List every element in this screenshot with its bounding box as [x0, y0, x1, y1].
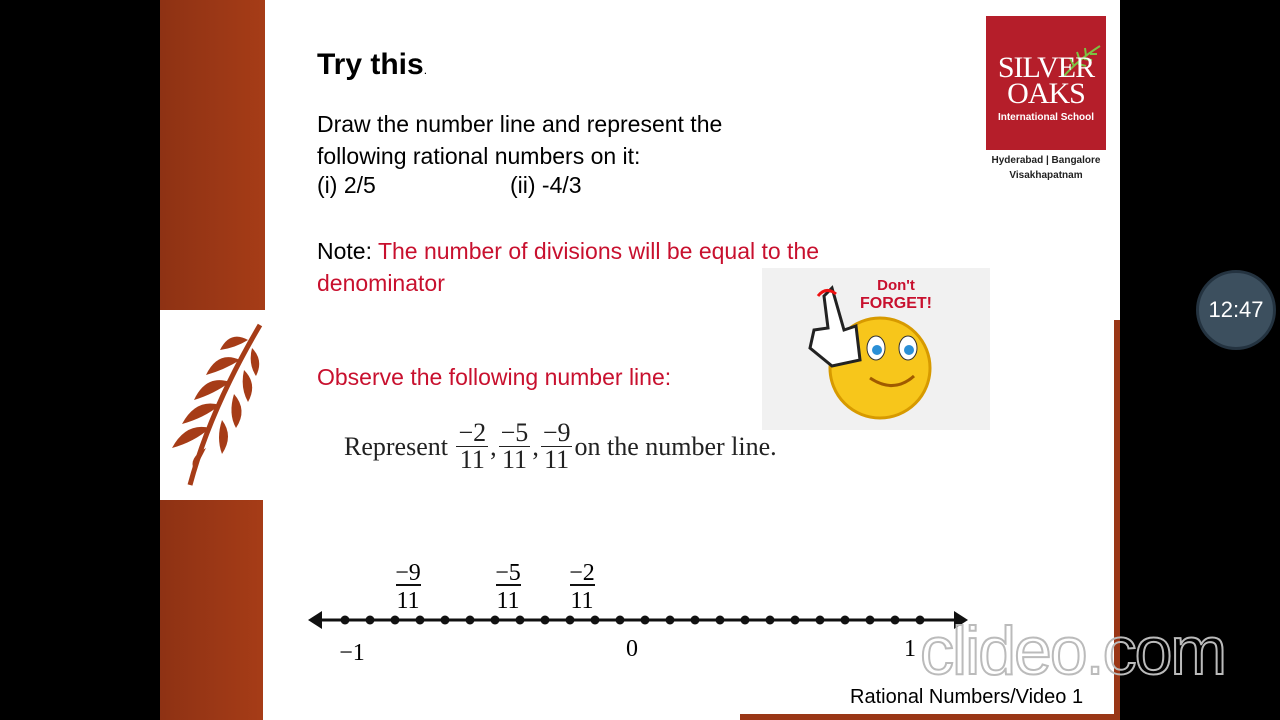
- fraction: $\frac{-5}{11}$: [500, 418, 529, 474]
- tick-dot: [541, 616, 550, 625]
- tick-dot: [391, 616, 400, 625]
- left-decor-band-top: [160, 0, 265, 310]
- svg-text:0: 0: [626, 636, 638, 662]
- tick-dot: [566, 616, 575, 625]
- svg-text:−2: −2: [569, 560, 595, 586]
- tick-dot: [591, 616, 600, 625]
- svg-text:11: 11: [570, 588, 594, 614]
- tick-dot: [716, 616, 725, 625]
- fraction: $\frac{-2}{11}$: [458, 418, 487, 474]
- instruction-line-2: following rational numbers on it:: [317, 143, 641, 169]
- svg-text:FORGET!: FORGET!: [860, 295, 932, 312]
- tick-dot: [766, 616, 775, 625]
- tick-dot: [416, 616, 425, 625]
- instruction-text: [317, 108, 722, 172]
- note: Note: The number of divisions will be equal to the denominator: [317, 238, 820, 296]
- number-line: [300, 550, 980, 670]
- svg-text:−1: −1: [339, 640, 365, 666]
- smiley-icon: [762, 268, 990, 430]
- tick-dot: [691, 616, 700, 625]
- timer-badge[interactable]: 12:47: [1196, 270, 1276, 350]
- logo-subtitle: International School: [997, 112, 1095, 123]
- school-logo: [986, 16, 1106, 150]
- svg-text:11: 11: [396, 588, 420, 614]
- tick-dot: [341, 616, 350, 625]
- tick-dot: [366, 616, 375, 625]
- represent-statement: Represent $\frac{-2}{11}$ , $\frac{-5}{11}$ , $\frac{-9}{11}$ on the number line.: [344, 418, 777, 474]
- marked-fraction: [569, 560, 595, 614]
- palm-leaf-icon: [160, 320, 270, 490]
- tick-dot: [816, 616, 825, 625]
- instruction-line-1: Draw the number line and represent the: [317, 111, 723, 137]
- video-title: Rational Numbers/Video 1: [850, 686, 1084, 708]
- svg-text:1: 1: [904, 636, 916, 662]
- left-arrow-icon: [308, 611, 322, 629]
- fraction: $\frac{-9}{11}$: [542, 418, 571, 474]
- bottom-decor-band: [740, 714, 1120, 720]
- marked-fraction: [395, 560, 421, 614]
- number-line-label: [339, 636, 916, 666]
- tick-dot: [516, 616, 525, 625]
- tick-dot: [866, 616, 875, 625]
- observe-caption: Observe the following number line:: [317, 364, 672, 390]
- tick-dot: [616, 616, 625, 625]
- item-1: (i) 2/5: [317, 172, 376, 198]
- logo-cities: Hyderabad | Bangalore Visakhapatnam: [991, 155, 1101, 181]
- watermark: clideo.com: [920, 613, 1226, 689]
- tick-dot: [466, 616, 475, 625]
- tick-dot: [841, 616, 850, 625]
- marked-fraction: [495, 560, 521, 614]
- svg-text:11: 11: [496, 588, 520, 614]
- logo-word-oaks: OAKS: [1007, 77, 1085, 110]
- tick-dot: [641, 616, 650, 625]
- tick-dot: [791, 616, 800, 625]
- dont-forget-sticker: [762, 268, 990, 430]
- svg-text:−5: −5: [495, 560, 521, 586]
- left-decor-band-bottom: [160, 500, 263, 720]
- tick-dot: [741, 616, 750, 625]
- slide-heading: Try this.: [317, 48, 428, 81]
- item-2: (ii) -4/3: [510, 172, 582, 198]
- svg-text:Don't: Don't: [877, 277, 915, 294]
- tick-dot: [491, 616, 500, 625]
- tick-dot: [891, 616, 900, 625]
- svg-text:−9: −9: [395, 560, 421, 586]
- tick-dot: [441, 616, 450, 625]
- logo-word-silver: SILVER: [997, 51, 1095, 84]
- tick-dot: [666, 616, 675, 625]
